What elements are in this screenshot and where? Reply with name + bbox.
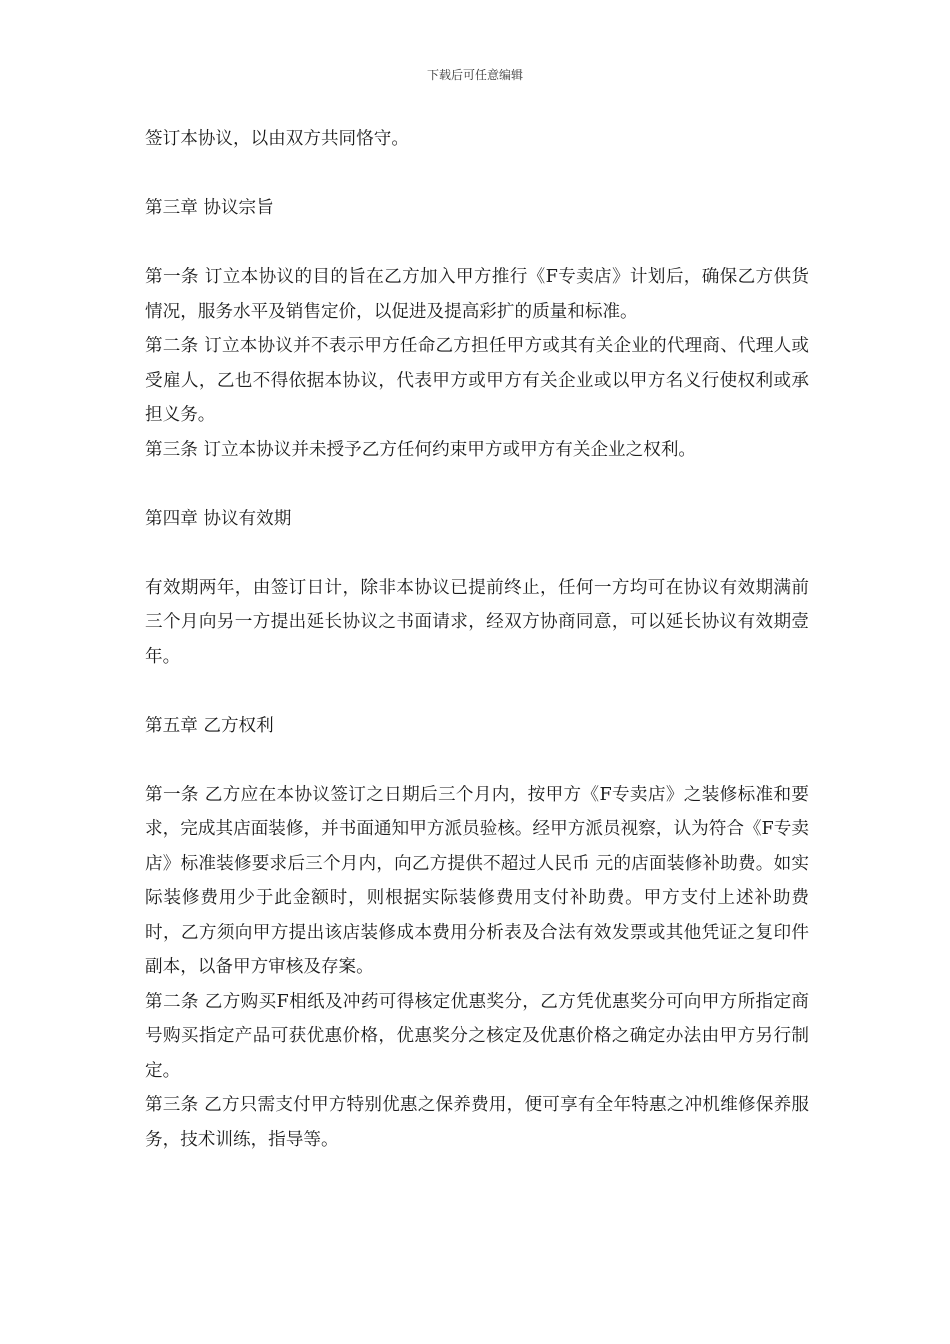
article-paragraph: 第二条 订立本协议并不表示甲方任命乙方担任甲方或其有关企业的代理商、代理人或受雇人，乙也不得依据本协议，代表甲方或甲方有关企业或以甲方名义行使权利或承担义务。	[145, 336, 809, 425]
chapter-heading-5: 第五章 乙方权利	[145, 715, 274, 736]
chapter-heading-3: 第三章 协议宗旨	[145, 198, 274, 218]
spacer	[145, 743, 809, 778]
spacer	[145, 157, 809, 192]
paragraph: 有效期两年，由签订日计，除非本协议已提前终止，任何一方均可在协议有效期满前三个月向另一方提出延长协议之书面请求，经双方协商同意，可以延长协议有效期壹年。	[145, 577, 809, 667]
article-paragraph: 第三条 乙方只需支付甲方特别优惠之保养费用，便可享有全年特惠之冲机维修保养服务，技术训练，指导等。	[145, 1095, 809, 1150]
paragraph: 签订本协议，以由双方共同恪守。	[145, 129, 409, 149]
article-paragraph: 第二条 乙方购买F相纸及冲药可得核定优惠奖分，乙方凭优惠奖分可向甲方所指定商号购买指定产品可获优惠价格，优惠奖分之核定及优惠价格之确定办法由甲方另行制定。	[145, 991, 809, 1081]
article-paragraph: 第一条 乙方应在本协议签订之日期后三个月内，按甲方《F专卖店》之装修标准和要求，完成其店面装修，并书面通知甲方派员验核。经甲方派员视察，认为符合《F专卖店》标准装修要求后三个月内，向乙方提供不超过人民币 元的店面装修补助费。如实际装修费用少于此金额时，则根据实际装修费用支付补助费。甲方支付上述补助费时，乙方须向甲方提出该店装修成本费用分析表及合法有效发票或其他凭证之复印件副本，以备甲方审核及存案。	[145, 784, 809, 977]
spacer	[145, 674, 809, 709]
article-paragraph: 第一条 订立本协议的目的旨在乙方加入甲方推行《F专卖店》计划后，确保乙方供货情况，服务水平及销售定价，以促进及提高彩扩的质量和标准。	[145, 267, 809, 322]
spacer	[145, 226, 809, 261]
header-note: 下载后可任意编辑	[426, 68, 523, 82]
chapter-heading-4: 第四章 协议有效期	[145, 508, 292, 529]
spacer	[145, 536, 809, 571]
document-body	[145, 122, 809, 1157]
spacer	[145, 467, 809, 502]
article-paragraph: 第三条 订立本协议并未授予乙方任何约束甲方或甲方有关企业之权利。	[145, 439, 697, 460]
